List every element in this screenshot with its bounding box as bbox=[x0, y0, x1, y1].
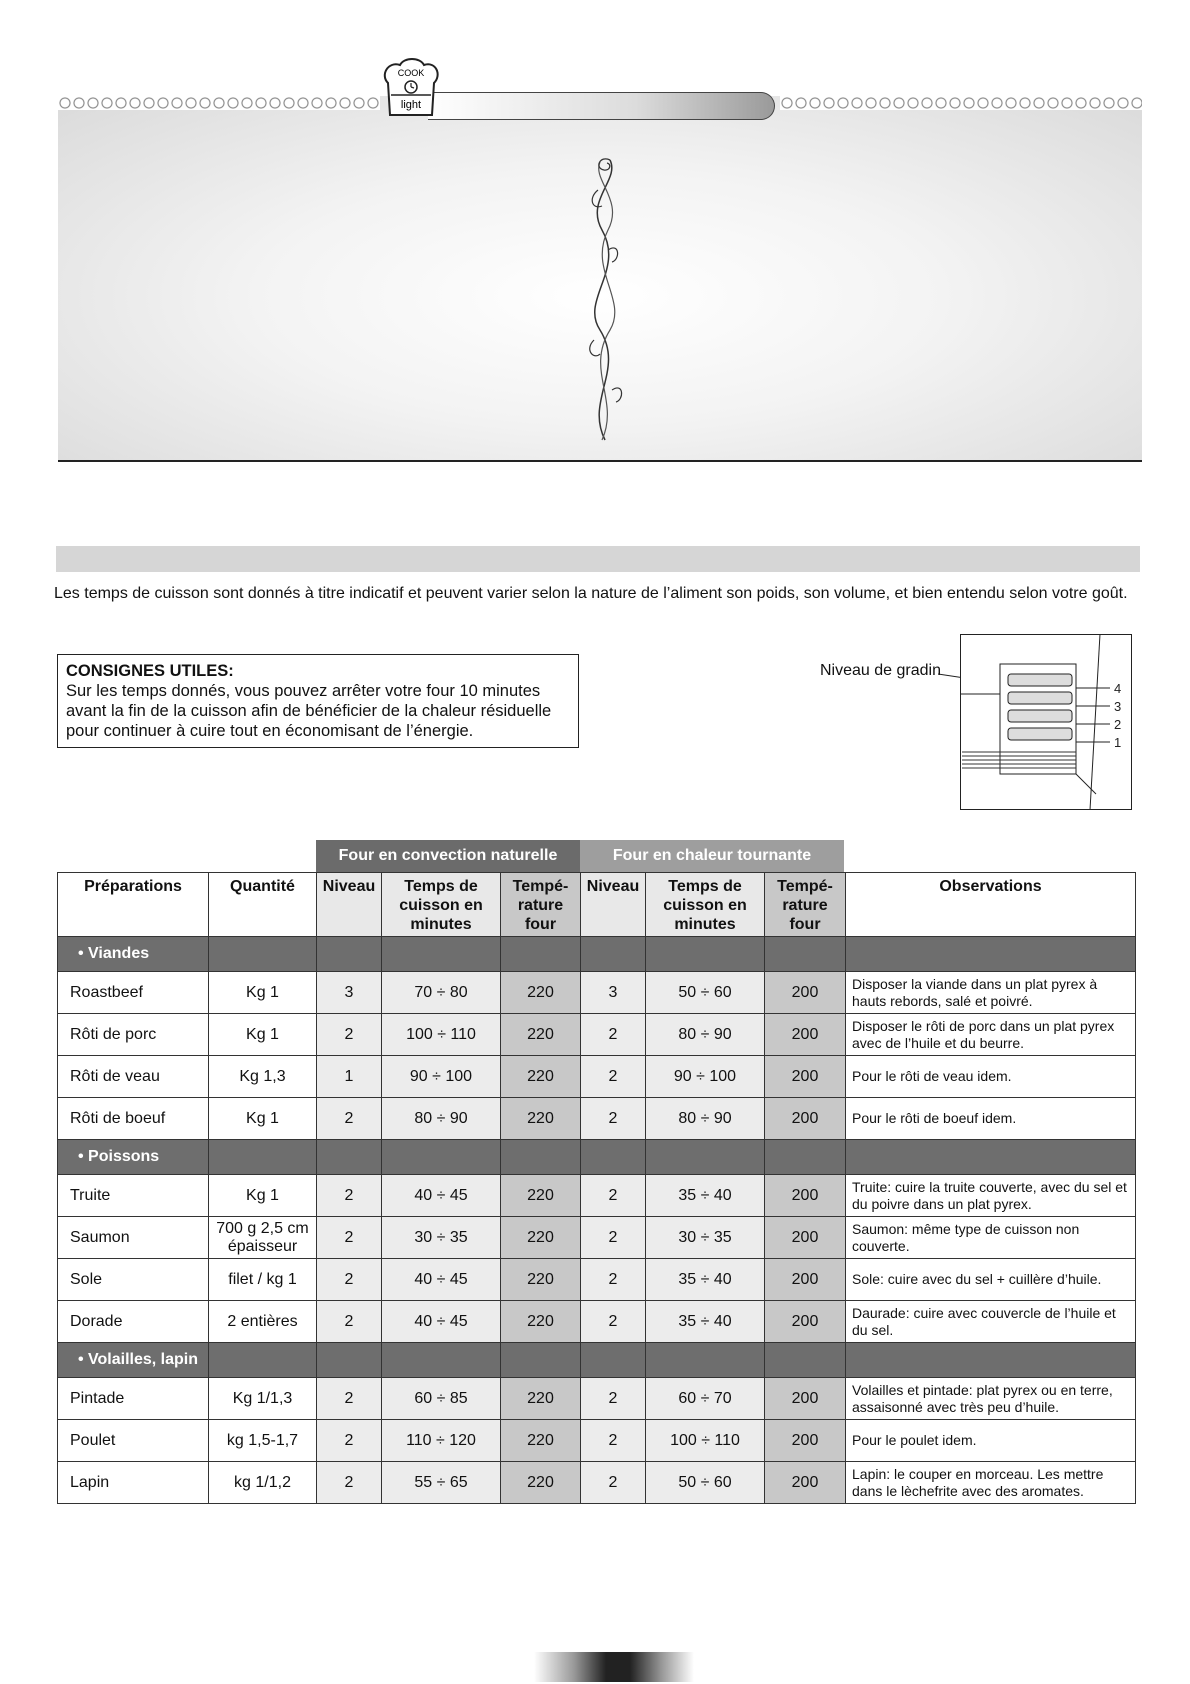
table-row bbox=[58, 1056, 1136, 1098]
cell-temperature-tour: 200 bbox=[765, 1175, 846, 1217]
cell-preparation: Sole bbox=[58, 1259, 209, 1301]
table-row bbox=[58, 1217, 1136, 1259]
gradin-level-1: 1 bbox=[1114, 735, 1122, 750]
cell-temperature-nat: 220 bbox=[501, 1462, 581, 1504]
cell-temps-tour: 30 ÷ 35 bbox=[646, 1217, 765, 1259]
cell-preparation: Lapin bbox=[58, 1462, 209, 1504]
cell-niveau-tour: 2 bbox=[581, 1420, 646, 1462]
cell-temps-tour: 50 ÷ 60 bbox=[646, 1462, 765, 1504]
table-row bbox=[58, 972, 1136, 1014]
cell-niveau-tour: 2 bbox=[581, 1462, 646, 1504]
section-cell bbox=[646, 937, 765, 972]
section-cell bbox=[317, 937, 382, 972]
table-row bbox=[58, 1378, 1136, 1420]
cell-niveau-tour: 2 bbox=[581, 1378, 646, 1420]
cell-observation: Disposer le rôti de porc dans un plat pyrex avec de l’huile et du beurre. bbox=[846, 1014, 1136, 1056]
header-temp-nat: Tempé- rature four bbox=[501, 873, 581, 937]
cell-temps-tour: 90 ÷ 100 bbox=[646, 1056, 765, 1098]
cell-niveau-nat: 1 bbox=[317, 1056, 382, 1098]
cell-temperature-tour: 200 bbox=[765, 1462, 846, 1504]
cell-quantity: Kg 1/1,3 bbox=[209, 1378, 317, 1420]
cell-observation: Pour le poulet idem. bbox=[846, 1420, 1136, 1462]
section-cell bbox=[382, 1140, 501, 1175]
section-cell bbox=[501, 937, 581, 972]
cell-quantity: 700 g 2,5 cm épaisseur bbox=[209, 1217, 317, 1259]
table-body bbox=[58, 937, 1136, 1504]
table-row bbox=[58, 1301, 1136, 1343]
section-cell bbox=[846, 1343, 1136, 1378]
cell-observation: Truite: cuire la truite couverte, avec du sel et du poivre dans un plat pyrex. bbox=[846, 1175, 1136, 1217]
table-row bbox=[58, 1014, 1136, 1056]
cell-observation: Daurade: cuire avec couvercle de l’huile et du sel. bbox=[846, 1301, 1136, 1343]
cell-temps-tour: 35 ÷ 40 bbox=[646, 1301, 765, 1343]
consignes-box bbox=[57, 654, 579, 748]
cell-temps-nat: 40 ÷ 45 bbox=[382, 1259, 501, 1301]
cell-temps-tour: 80 ÷ 90 bbox=[646, 1014, 765, 1056]
cell-preparation: Saumon bbox=[58, 1217, 209, 1259]
section-cell bbox=[581, 1140, 646, 1175]
section-cell bbox=[581, 1343, 646, 1378]
cell-preparation: Dorade bbox=[58, 1301, 209, 1343]
consignes-title: CONSIGNES UTILES: bbox=[66, 662, 234, 680]
section-cell bbox=[846, 937, 1136, 972]
cell-temperature-tour: 200 bbox=[765, 972, 846, 1014]
cell-quantity: 2 entières bbox=[209, 1301, 317, 1343]
gradin-level-4: 4 bbox=[1114, 681, 1122, 696]
cell-niveau-nat: 2 bbox=[317, 1462, 382, 1504]
section-cell bbox=[765, 1343, 846, 1378]
gradin-level-2: 2 bbox=[1114, 717, 1122, 732]
cell-niveau-nat: 2 bbox=[317, 1378, 382, 1420]
cell-quantity: Kg 1 bbox=[209, 1098, 317, 1140]
consignes-line: Sur les temps donnés, vous pouvez arrêter votre four 10 minutes bbox=[66, 682, 541, 700]
section-cell bbox=[317, 1140, 382, 1175]
section-cell bbox=[317, 1343, 382, 1378]
cell-observation: Pour le rôti de veau idem. bbox=[846, 1056, 1136, 1098]
section-header-bar bbox=[56, 546, 1140, 572]
table-section-row bbox=[58, 1343, 1136, 1378]
page-number-bar bbox=[534, 1652, 694, 1682]
cell-quantity: Kg 1 bbox=[209, 1014, 317, 1056]
section-cell bbox=[209, 937, 317, 972]
header-prep: Préparations bbox=[58, 873, 209, 937]
cell-temperature-tour: 200 bbox=[765, 1259, 846, 1301]
table-row bbox=[58, 1420, 1136, 1462]
cell-temperature-tour: 200 bbox=[765, 1056, 846, 1098]
cell-temps-tour: 100 ÷ 110 bbox=[646, 1420, 765, 1462]
header-temps-tour: Temps de cuisson en minutes bbox=[646, 873, 765, 937]
cell-niveau-tour: 2 bbox=[581, 1217, 646, 1259]
cell-niveau-tour: 2 bbox=[581, 1014, 646, 1056]
consignes-line: avant la fin de la cuisson afin de bénéficier de la chaleur résiduelle bbox=[66, 702, 552, 720]
cell-preparation: Rôti de porc bbox=[58, 1014, 209, 1056]
cell-temps-nat: 40 ÷ 45 bbox=[382, 1175, 501, 1217]
cell-temperature-nat: 220 bbox=[501, 1420, 581, 1462]
cell-observation: Disposer la viande dans un plat pyrex à hauts rebords, salé et poivré. bbox=[846, 972, 1136, 1014]
table-section-row bbox=[58, 1140, 1136, 1175]
cell-observation: Volailles et pintade: plat pyrex ou en terre, assaisonné avec très peu d’huile. bbox=[846, 1378, 1136, 1420]
cell-temperature-nat: 220 bbox=[501, 1098, 581, 1140]
section-cell bbox=[501, 1140, 581, 1175]
cell-temperature-tour: 200 bbox=[765, 1420, 846, 1462]
cell-temps-nat: 60 ÷ 85 bbox=[382, 1378, 501, 1420]
cook-light-logo bbox=[378, 55, 444, 121]
section-cell bbox=[501, 1343, 581, 1378]
cell-temperature-tour: 200 bbox=[765, 1378, 846, 1420]
cell-quantity: filet / kg 1 bbox=[209, 1259, 317, 1301]
cell-niveau-tour: 2 bbox=[581, 1175, 646, 1217]
cell-preparation: Roastbeef bbox=[58, 972, 209, 1014]
cell-temperature-nat: 220 bbox=[501, 1217, 581, 1259]
cell-observation: Saumon: même type de cuisson non couverte. bbox=[846, 1217, 1136, 1259]
logo-text-light: light bbox=[400, 99, 422, 111]
section-cell bbox=[646, 1140, 765, 1175]
cell-niveau-tour: 2 bbox=[581, 1259, 646, 1301]
cell-temps-nat: 100 ÷ 110 bbox=[382, 1014, 501, 1056]
cell-niveau-nat: 2 bbox=[317, 1098, 382, 1140]
section-cell bbox=[209, 1140, 317, 1175]
cell-preparation: Rôti de boeuf bbox=[58, 1098, 209, 1140]
section-cell bbox=[765, 1140, 846, 1175]
section-cell bbox=[765, 937, 846, 972]
section-cell bbox=[846, 1140, 1136, 1175]
section-title: • Volailles, lapin bbox=[58, 1343, 209, 1378]
cell-temps-nat: 70 ÷ 80 bbox=[382, 972, 501, 1014]
section-cell bbox=[382, 1343, 501, 1378]
cell-niveau-nat: 2 bbox=[317, 1217, 382, 1259]
cooking-table bbox=[57, 872, 1136, 1504]
scallop-border-right bbox=[780, 96, 1142, 110]
cell-temps-tour: 60 ÷ 70 bbox=[646, 1378, 765, 1420]
cell-quantity: Kg 1 bbox=[209, 1175, 317, 1217]
cell-niveau-tour: 2 bbox=[581, 1301, 646, 1343]
cell-quantity: Kg 1,3 bbox=[209, 1056, 317, 1098]
header-niveau-nat: Niveau bbox=[317, 873, 382, 937]
group-header-natural: Four en convection naturelle bbox=[316, 840, 580, 872]
cell-temperature-tour: 200 bbox=[765, 1217, 846, 1259]
gradin-label: Niveau de gradin bbox=[820, 662, 941, 679]
header-temp-tour: Tempé- rature four bbox=[765, 873, 846, 937]
group-header-turbo: Four en chaleur tournante bbox=[580, 840, 844, 872]
cell-preparation: Truite bbox=[58, 1175, 209, 1217]
cell-preparation: Pintade bbox=[58, 1378, 209, 1420]
cell-temps-nat: 80 ÷ 90 bbox=[382, 1098, 501, 1140]
consignes-line: pour continuer à cuire tout en économisant de l’énergie. bbox=[66, 722, 474, 740]
decorative-swirl bbox=[580, 150, 630, 450]
cell-temps-tour: 80 ÷ 90 bbox=[646, 1098, 765, 1140]
oven-level-diagram bbox=[960, 634, 1136, 810]
cell-niveau-tour: 2 bbox=[581, 1098, 646, 1140]
cell-niveau-nat: 2 bbox=[317, 1420, 382, 1462]
cell-temps-tour: 35 ÷ 40 bbox=[646, 1259, 765, 1301]
header-qty: Quantité bbox=[209, 873, 317, 937]
gradin-level-3: 3 bbox=[1114, 699, 1122, 714]
cell-temperature-nat: 220 bbox=[501, 1259, 581, 1301]
section-cell bbox=[581, 937, 646, 972]
cell-niveau-tour: 2 bbox=[581, 1056, 646, 1098]
cell-temps-tour: 50 ÷ 60 bbox=[646, 972, 765, 1014]
cell-temperature-tour: 200 bbox=[765, 1014, 846, 1056]
section-cell bbox=[209, 1343, 317, 1378]
cell-temperature-nat: 220 bbox=[501, 1301, 581, 1343]
header-obs: Observations bbox=[846, 873, 1136, 937]
scallop-border-left bbox=[58, 96, 380, 110]
cell-temps-nat: 55 ÷ 65 bbox=[382, 1462, 501, 1504]
cell-temps-nat: 30 ÷ 35 bbox=[382, 1217, 501, 1259]
cell-quantity: kg 1,5-1,7 bbox=[209, 1420, 317, 1462]
table-row bbox=[58, 1175, 1136, 1217]
cell-temperature-nat: 220 bbox=[501, 1056, 581, 1098]
section-title: • Viandes bbox=[58, 937, 209, 972]
cell-preparation: Poulet bbox=[58, 1420, 209, 1462]
table-row bbox=[58, 1098, 1136, 1140]
cell-niveau-nat: 2 bbox=[317, 1301, 382, 1343]
cell-temperature-nat: 220 bbox=[501, 1175, 581, 1217]
table-row bbox=[58, 1259, 1136, 1301]
intro-text: Les temps de cuisson sont donnés à titre indicatif et peuvent varier selon la nature de l’aliment son poids, son volume, et bien entendu selon votre goût. bbox=[54, 585, 1128, 602]
cell-temperature-tour: 200 bbox=[765, 1301, 846, 1343]
cell-quantity: Kg 1 bbox=[209, 972, 317, 1014]
cell-niveau-nat: 2 bbox=[317, 1014, 382, 1056]
cell-quantity: kg 1/1,2 bbox=[209, 1462, 317, 1504]
table-header-row bbox=[58, 873, 1136, 937]
cell-observation: Sole: cuire avec du sel + cuillère d’huile. bbox=[846, 1259, 1136, 1301]
cell-temps-nat: 90 ÷ 100 bbox=[382, 1056, 501, 1098]
cell-observation: Lapin: le couper en morceau. Les mettre dans le lèchefrite avec des aromates. bbox=[846, 1462, 1136, 1504]
section-cell bbox=[382, 937, 501, 972]
cell-niveau-nat: 3 bbox=[317, 972, 382, 1014]
section-title: • Poissons bbox=[58, 1140, 209, 1175]
header-temps-nat: Temps de cuisson en minutes bbox=[382, 873, 501, 937]
cell-temps-nat: 110 ÷ 120 bbox=[382, 1420, 501, 1462]
cell-preparation: Rôti de veau bbox=[58, 1056, 209, 1098]
table-section-row bbox=[58, 937, 1136, 972]
table-row bbox=[58, 1462, 1136, 1504]
cell-temperature-nat: 220 bbox=[501, 972, 581, 1014]
cell-observation: Pour le rôti de boeuf idem. bbox=[846, 1098, 1136, 1140]
cell-temps-nat: 40 ÷ 45 bbox=[382, 1301, 501, 1343]
logo-text-cook: COOK bbox=[397, 68, 425, 78]
section-cell bbox=[646, 1343, 765, 1378]
cell-temperature-nat: 220 bbox=[501, 1378, 581, 1420]
cell-niveau-nat: 2 bbox=[317, 1259, 382, 1301]
cell-temperature-nat: 220 bbox=[501, 1014, 581, 1056]
cell-temps-tour: 35 ÷ 40 bbox=[646, 1175, 765, 1217]
header-niveau-tour: Niveau bbox=[581, 873, 646, 937]
cell-temperature-tour: 200 bbox=[765, 1098, 846, 1140]
cell-niveau-nat: 2 bbox=[317, 1175, 382, 1217]
header-title-bar bbox=[428, 92, 775, 120]
cell-niveau-tour: 3 bbox=[581, 972, 646, 1014]
